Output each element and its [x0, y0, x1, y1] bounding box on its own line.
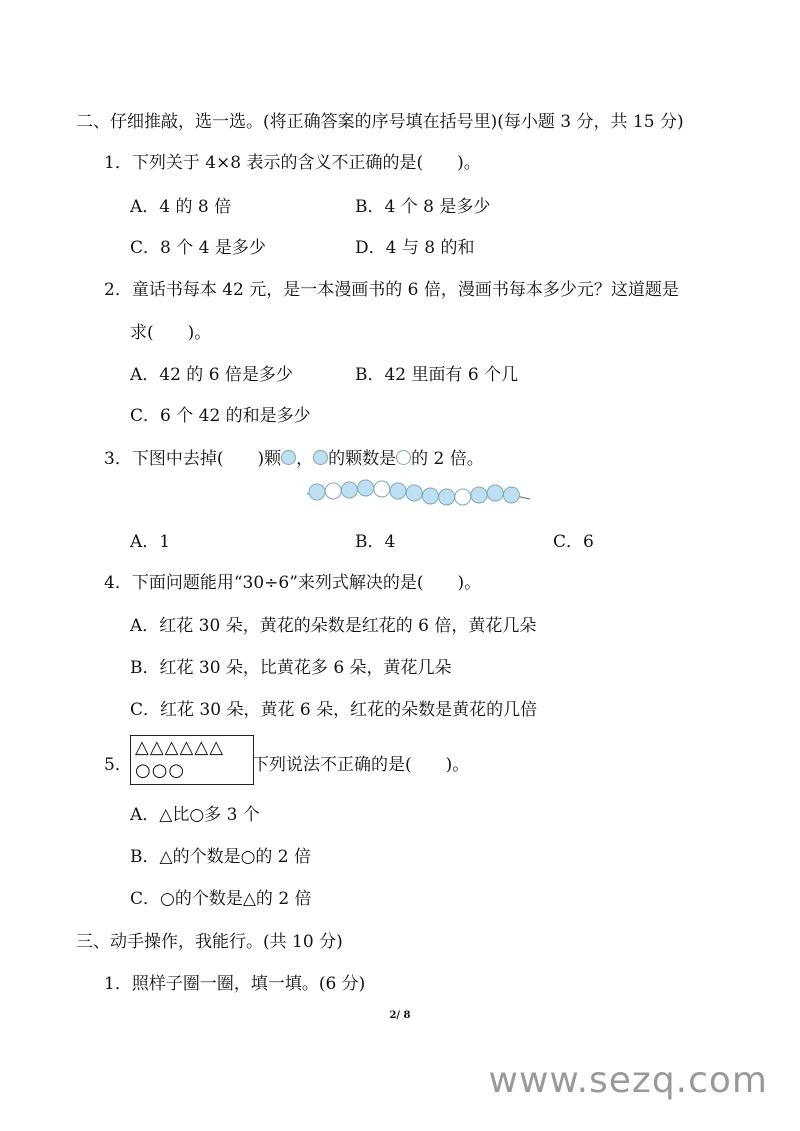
- blue-bead: [358, 480, 374, 496]
- q3-option-b: B．4: [355, 532, 396, 552]
- shapes-box: [130, 735, 254, 785]
- q2-option-b: B．42 里面有 6 个几: [355, 365, 519, 385]
- circles-row: ○○○: [135, 760, 186, 781]
- section-2-title: 二、仔细推敲，选一选。(将正确答案的序号填在括号里)(每小题 3 分，共 15 分): [76, 112, 684, 132]
- q3-stem-d: 的 2 倍。: [411, 449, 484, 469]
- blue-bead: [471, 487, 487, 503]
- triangles-row: △△△△△△: [135, 737, 225, 758]
- page-number: 2/ 8: [389, 1010, 411, 1021]
- q5-stem: 下列说法不正确的是( )。: [252, 755, 470, 775]
- q3-stem-b: ，: [296, 449, 314, 469]
- q3-stem: [104, 444, 484, 469]
- q1-option-d: D．4 与 8 的和: [355, 238, 475, 258]
- q1-option-b: B．4 个 8 是多少: [355, 197, 491, 217]
- q3-option-c: C．6: [553, 532, 594, 552]
- white-bead: [374, 481, 390, 497]
- blue-bead: [487, 485, 503, 501]
- q1-option-c: C．8 个 4 是多少: [130, 238, 266, 258]
- section-3-q1: 1．照样子圈一圈，填一填。(6 分): [104, 974, 366, 994]
- white-bead: [325, 483, 341, 499]
- blue-bead: [390, 483, 406, 499]
- q5-option-c: C．○的个数是△的 2 倍: [130, 889, 312, 909]
- blue-bead: [422, 488, 438, 504]
- blue-bead: [406, 485, 422, 501]
- q2-option-c: C．6 个 42 的和是多少: [130, 406, 311, 426]
- q3-option-a: A．1: [130, 532, 171, 552]
- section-3-title: 三、动手操作，我能行。(共 10 分): [76, 932, 343, 952]
- blue-bead: [503, 487, 519, 503]
- blue-bead-icon: [313, 450, 328, 465]
- q1-option-a: A．4 的 8 倍: [130, 197, 232, 217]
- blue-bead: [309, 484, 325, 500]
- q3-stem-c: 的颗数是: [328, 449, 397, 469]
- bead-string-figure: [305, 475, 535, 510]
- q5-option-b: B．△的个数是○的 2 倍: [130, 847, 312, 867]
- q2-option-a: A．42 的 6 倍是多少: [130, 365, 293, 385]
- white-bead-icon: [396, 450, 411, 465]
- watermark: www.sezq.com: [488, 1060, 768, 1101]
- blue-bead: [439, 489, 455, 505]
- q4-option-a: A．红花 30 朵，黄花的朵数是红花的 6 倍，黄花几朵: [130, 616, 537, 636]
- q5-option-a: A．△比○多 3 个: [130, 805, 260, 825]
- q4-stem: 4．下面问题能用“30÷6”来列式解决的是( )。: [104, 573, 482, 593]
- q4-option-c: C．红花 30 朵，黄花 6 朵，红花的朵数是黄花的几倍: [130, 700, 538, 720]
- white-bead: [455, 489, 471, 505]
- blue-bead: [341, 482, 357, 498]
- q2-stem: 2．童话书每本 42 元，是一本漫画书的 6 倍，漫画书每本多少元？这道题是: [104, 280, 679, 300]
- blue-bead-icon: [281, 450, 296, 465]
- q3-stem-a: 3．下图中去掉( )颗: [104, 449, 282, 469]
- q5-number: 5．: [104, 755, 132, 775]
- q1-stem: 1．下列关于 4×8 表示的含义不正确的是( )。: [104, 153, 481, 173]
- q4-option-b: B．红花 30 朵，比黄花多 6 朵，黄花几朵: [130, 658, 452, 678]
- q2-stem-cont: 求( )。: [130, 323, 212, 343]
